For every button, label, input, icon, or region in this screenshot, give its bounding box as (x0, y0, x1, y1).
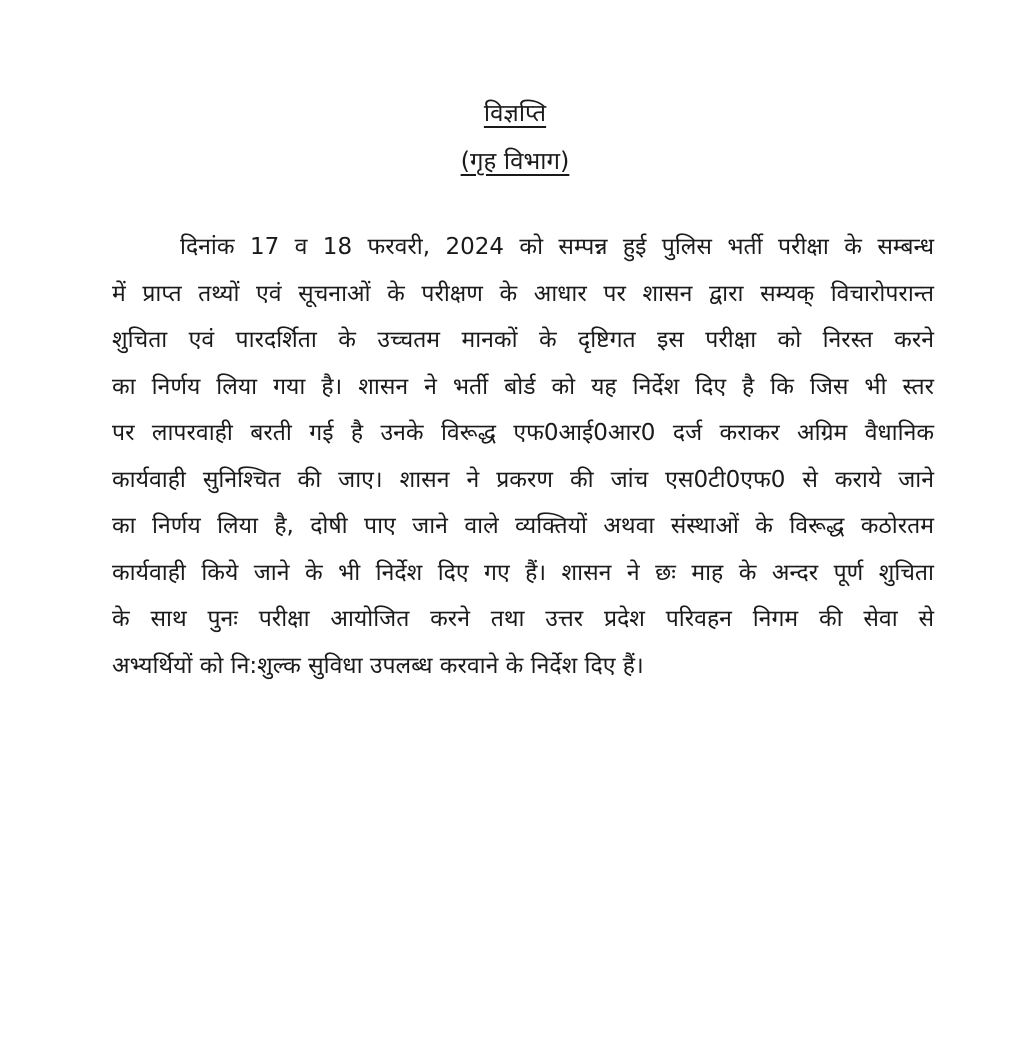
body-line: शुचिता एवं पारदर्शिता के उच्चतम मानकों के दृष्टिगत इस परीक्षा को निरस्त करने (112, 327, 934, 353)
body-line: पर लापरवाही बरती गई है उनके विरूद्ध एफ0आई0आर0 दर्ज कराकर अग्रिम वैधानिक (112, 420, 934, 446)
body-line: का निर्णय लिया है, दोषी पाए जाने वाले व्यक्तियों अथवा संस्थाओं के विरूद्ध कठोरतम (112, 513, 934, 539)
body-line: दिनांक 17 व 18 फरवरी, 2024 को सम्पन्न हुई पुलिस भर्ती परीक्षा के सम्बन्ध (180, 234, 934, 260)
body-line: का निर्णय लिया गया है। शासन ने भर्ती बोर्ड को यह निर्देश दिए है कि जिस भी स्तर (112, 373, 934, 400)
department-heading (0, 146, 1030, 176)
notice-body (112, 224, 934, 689)
body-line: में प्राप्त तथ्यों एवं सूचनाओं के परीक्षण के आधार पर शासन द्वारा सम्यक् विचारोपरान्त (112, 280, 934, 307)
department-heading-text: (गृह विभाग) (460, 147, 570, 175)
body-line: कार्यवाही सुनिश्चित की जाए। शासन ने प्रकरण की जांच एस0टी0एफ0 से कराये जाने (112, 466, 934, 493)
notice-title (0, 98, 1030, 128)
notice-title-text: विज्ञप्ति (483, 99, 547, 127)
body-line: अभ्यर्थियों को नि:शुल्क सुविधा उपलब्ध करवाने के निर्देश दिए हैं। (112, 652, 644, 679)
body-line: कार्यवाही किये जाने के भी निर्देश दिए गए हैं। शासन ने छः माह के अन्दर पूर्ण शुचिता (112, 559, 934, 586)
body-line: के साथ पुनः परीक्षा आयोजित करने तथा उत्तर प्रदेश परिवहन निगम की सेवा से (112, 606, 934, 632)
